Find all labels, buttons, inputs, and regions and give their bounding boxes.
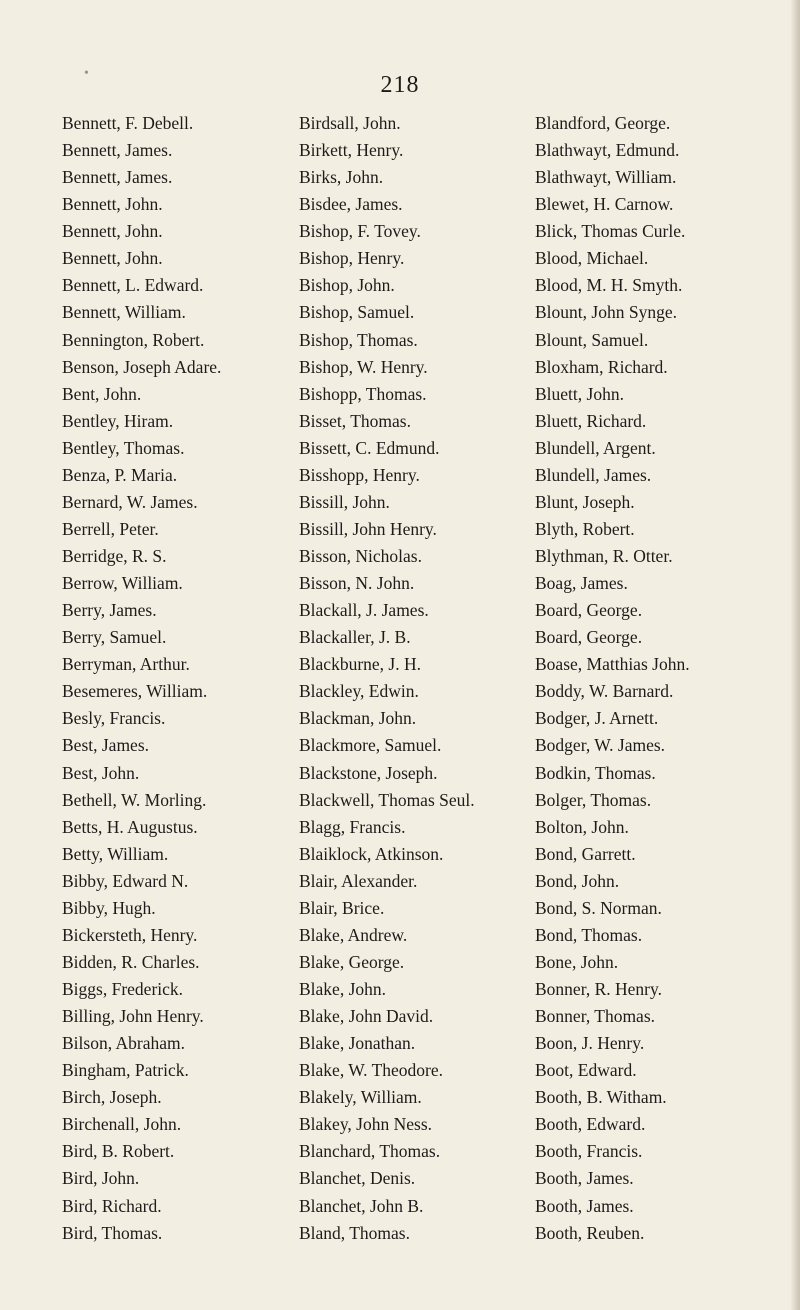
- name-entry: Booth, James.: [535, 1195, 634, 1216]
- name-entry: Bennett, F. Debell.: [62, 113, 194, 133]
- name-entry: Bird, Richard.: [62, 1195, 162, 1216]
- name-entry: Bentley, Hiram.: [62, 410, 174, 431]
- name-entry: Blake, Andrew.: [299, 924, 408, 945]
- name-entry: Bennett, John.: [62, 221, 163, 242]
- page-mark: •: [84, 66, 89, 81]
- name-entry: Birch, Joseph.: [62, 1087, 162, 1108]
- name-entry: Blount, Samuel.: [535, 329, 649, 350]
- name-entry: Berry, James.: [62, 600, 157, 621]
- name-entry: Blanchet, John B.: [299, 1195, 424, 1216]
- name-entry: Bluett, John.: [535, 383, 624, 404]
- name-entry: Bingham, Patrick.: [62, 1060, 189, 1081]
- name-entry: Bibby, Edward N.: [62, 870, 189, 891]
- name-entry: Bonner, R. Henry.: [535, 979, 662, 999]
- name-entry: Benza, P. Maria.: [62, 464, 178, 485]
- name-entry: Bennett, William.: [62, 302, 186, 323]
- name-entry: Besly, Francis.: [62, 708, 166, 729]
- name-entry: Billing, John Henry.: [62, 1006, 204, 1027]
- name-entry: Booth, Francis.: [535, 1141, 643, 1162]
- name-entry: Bissett, C. Edmund.: [299, 437, 440, 458]
- name-entry: Blaiklock, Atkinson.: [299, 843, 444, 864]
- name-entry: Birks, John.: [299, 167, 384, 188]
- name-entry: Biggs, Frederick.: [62, 979, 184, 999]
- name-entry: Bisson, N. John.: [299, 573, 415, 594]
- name-entry: Bibby, Hugh.: [62, 897, 156, 918]
- name-entry: Board, George.: [535, 600, 643, 621]
- name-entry: Bishop, W. Henry.: [299, 356, 428, 377]
- name-entry: Best, John.: [62, 762, 140, 783]
- name-entry: Berridge, R. S.: [62, 546, 167, 566]
- name-entry: Bond, S. Norman.: [535, 897, 662, 918]
- name-entry: Bennington, Robert.: [62, 329, 205, 350]
- name-entry: Bloxham, Richard.: [535, 356, 668, 377]
- name-entry: Berry, Samuel.: [62, 627, 167, 648]
- name-columns: [0, 110, 800, 1243]
- name-entry: Bishop, Samuel.: [299, 302, 415, 323]
- name-entry: Bisson, Nicholas.: [299, 546, 422, 566]
- name-entry: Bennett, James.: [62, 140, 173, 161]
- name-entry: Bodger, W. James.: [535, 735, 666, 756]
- name-entry: Bennett, James.: [62, 167, 173, 188]
- name-entry: Blanchard, Thomas.: [299, 1141, 441, 1162]
- name-entry: Blundell, James.: [535, 464, 652, 485]
- name-entry: Blathwayt, Edmund.: [535, 140, 680, 161]
- name-entry: Blackmore, Samuel.: [299, 735, 442, 756]
- name-entry: Booth, James.: [535, 1168, 634, 1189]
- name-entry: Bonner, Thomas.: [535, 1006, 656, 1027]
- name-entry: Blunt, Joseph.: [535, 491, 635, 512]
- name-entry: Boddy, W. Barnard.: [535, 681, 674, 702]
- name-entry: Bishop, F. Tovey.: [299, 221, 421, 242]
- page-number: 218: [380, 72, 420, 98]
- name-entry: Berrell, Peter.: [62, 518, 159, 539]
- name-entry: Blandford, George.: [535, 113, 671, 133]
- name-column-1: [62, 110, 221, 1247]
- name-entry: Benson, Joseph Adare.: [62, 356, 222, 377]
- name-entry: Bennett, L. Edward.: [62, 275, 204, 296]
- name-entry: Bird, John.: [62, 1168, 140, 1189]
- name-entry: Board, George.: [535, 627, 643, 648]
- name-entry: Bolger, Thomas.: [535, 789, 652, 810]
- name-entry: Bilson, Abraham.: [62, 1033, 185, 1054]
- name-entry: Bond, John.: [535, 870, 620, 891]
- name-entry: Blackley, Edwin.: [299, 681, 419, 702]
- name-entry: Blackwell, Thomas Seul.: [299, 789, 475, 810]
- name-entry: Blake, W. Theodore.: [299, 1060, 444, 1081]
- name-entry: Bird, Thomas.: [62, 1222, 163, 1243]
- name-entry: Booth, Edward.: [535, 1114, 646, 1135]
- name-entry: Bent, John.: [62, 383, 142, 404]
- name-entry: Bennett, John.: [62, 248, 163, 269]
- name-entry: Blood, M. H. Smyth.: [535, 275, 683, 296]
- name-entry: Blake, George.: [299, 951, 405, 972]
- name-column-3: [535, 110, 690, 1247]
- name-entry: Berryman, Arthur.: [62, 654, 190, 675]
- name-entry: Bond, Thomas.: [535, 924, 643, 945]
- name-entry: Blewet, H. Carnow.: [535, 194, 674, 215]
- name-column-2: [299, 110, 475, 1247]
- name-entry: Betty, William.: [62, 843, 169, 864]
- name-entry: Bethell, W. Morling.: [62, 789, 207, 810]
- name-entry: Betts, H. Augustus.: [62, 816, 198, 837]
- name-entry: Birkett, Henry.: [299, 140, 404, 161]
- name-entry: Blanchet, Denis.: [299, 1168, 416, 1189]
- name-entry: Blundell, Argent.: [535, 437, 656, 458]
- name-entry: Blythman, R. Otter.: [535, 546, 673, 566]
- name-entry: Blackall, J. James.: [299, 600, 429, 621]
- name-entry: Bond, Garrett.: [535, 843, 636, 864]
- name-entry: Boase, Matthias John.: [535, 654, 690, 675]
- name-entry: Blakey, John Ness.: [299, 1114, 433, 1135]
- name-entry: Besemeres, William.: [62, 681, 208, 702]
- name-entry: Blood, Michael.: [535, 248, 649, 269]
- name-entry: Bishop, John.: [299, 275, 395, 296]
- name-entry: Blair, Alexander.: [299, 870, 418, 891]
- name-entry: Bishop, Thomas.: [299, 329, 418, 350]
- name-entry: Blakely, William.: [299, 1087, 422, 1108]
- name-entry: Blackburne, J. H.: [299, 654, 421, 675]
- name-entry: Bernard, W. James.: [62, 491, 198, 512]
- page-edge-shadow: [790, 0, 800, 1310]
- name-entry: Boag, James.: [535, 573, 628, 594]
- name-entry: Birdsall, John.: [299, 113, 401, 133]
- name-entry: Blake, John David.: [299, 1006, 434, 1027]
- name-entry: Bone, John.: [535, 951, 619, 972]
- name-entry: Best, James.: [62, 735, 150, 756]
- name-entry: Blake, Jonathan.: [299, 1033, 416, 1054]
- name-entry: Birchenall, John.: [62, 1114, 182, 1135]
- name-entry: Bisdee, James.: [299, 194, 403, 215]
- name-entry: Blathwayt, William.: [535, 167, 677, 188]
- name-entry: Bishop, Henry.: [299, 248, 405, 269]
- name-entry: Booth, Reuben.: [535, 1222, 645, 1243]
- name-entry: Bissill, John.: [299, 491, 390, 512]
- name-entry: Berrow, William.: [62, 573, 183, 594]
- name-entry: Bentley, Thomas.: [62, 437, 185, 458]
- name-entry: Bisshopp, Henry.: [299, 464, 420, 485]
- name-entry: Boot, Edward.: [535, 1060, 637, 1081]
- name-entry: Bissill, John Henry.: [299, 518, 437, 539]
- name-entry: Bishopp, Thomas.: [299, 383, 427, 404]
- name-entry: Blackaller, J. B.: [299, 627, 411, 648]
- name-entry: Blair, Brice.: [299, 897, 385, 918]
- name-entry: Blagg, Francis.: [299, 816, 406, 837]
- name-entry: Bickersteth, Henry.: [62, 924, 198, 945]
- name-entry: Bird, B. Robert.: [62, 1141, 175, 1162]
- name-entry: Bidden, R. Charles.: [62, 951, 200, 972]
- name-entry: Booth, B. Witham.: [535, 1087, 667, 1108]
- name-entry: Blount, John Synge.: [535, 302, 677, 323]
- name-entry: Blake, John.: [299, 979, 387, 999]
- name-entry: Boon, J. Henry.: [535, 1033, 645, 1054]
- name-entry: Blyth, Robert.: [535, 518, 635, 539]
- name-entry: Bluett, Richard.: [535, 410, 647, 431]
- name-entry: Blackman, John.: [299, 708, 417, 729]
- name-entry: Bennett, John.: [62, 194, 163, 215]
- name-entry: Bolton, John.: [535, 816, 629, 837]
- name-entry: Bodger, J. Arnett.: [535, 708, 659, 729]
- name-entry: Blick, Thomas Curle.: [535, 221, 686, 242]
- name-entry: Blackstone, Joseph.: [299, 762, 438, 783]
- name-entry: Bland, Thomas.: [299, 1222, 410, 1243]
- name-entry: Bodkin, Thomas.: [535, 762, 656, 783]
- name-entry: Bisset, Thomas.: [299, 410, 411, 431]
